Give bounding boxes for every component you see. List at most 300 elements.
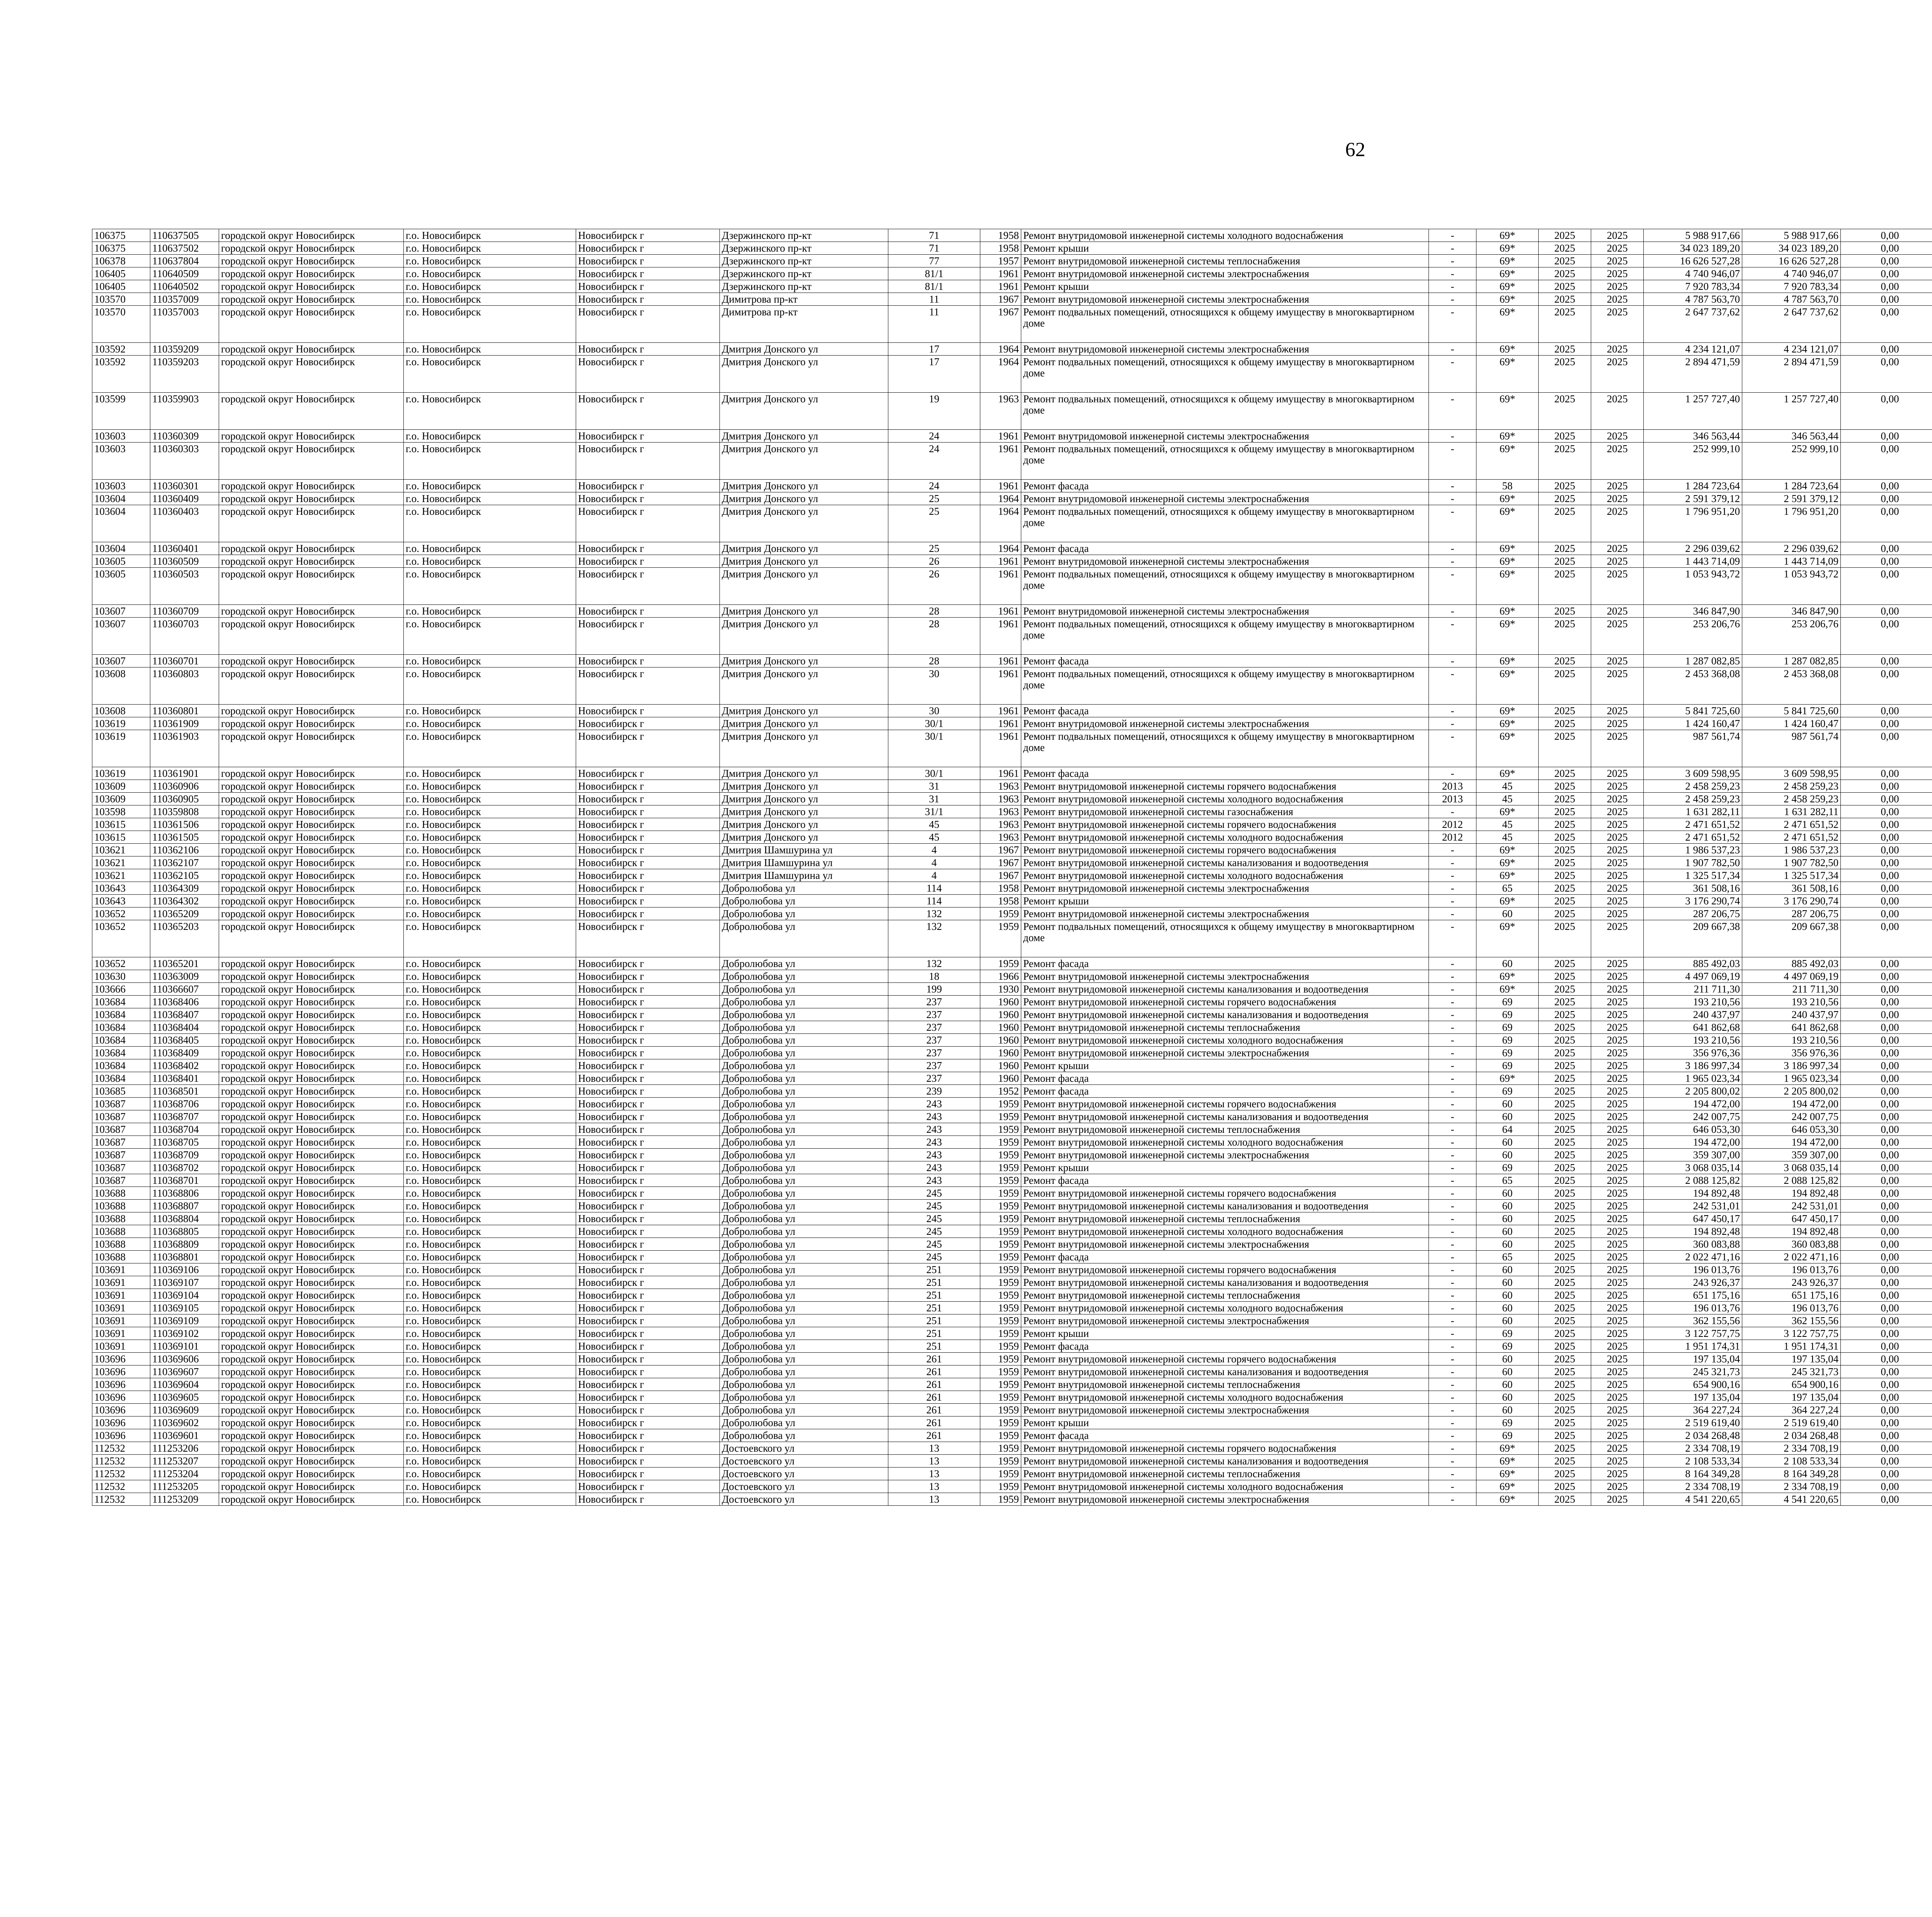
cell-plan-year-end: 2025 [1591,983,1644,996]
cell-house-number: 237 [888,996,980,1008]
cell-work-code: 110357009 [150,293,219,306]
cell-street: Дмитрия Донского ул [720,705,888,717]
table-row [92,267,1932,280]
cell-district: городской округ Новосибирск [219,1442,404,1455]
cell-build-year: 1959 [980,907,1021,920]
cell-city: Новосибирск г [576,492,720,505]
cell-house-number: 251 [888,1276,980,1289]
cell-fund-cost: 252 999,10 [1742,443,1841,480]
cell-work-type: Ремонт внутридомовой инженерной системы электроснабжения [1021,1047,1429,1059]
cell-house-number: 13 [888,1493,980,1506]
cell-build-year: 1960 [980,1021,1021,1034]
table-row [92,1008,1932,1021]
cell-work-code: 110369606 [150,1353,219,1365]
cell-municipality: г.о. Новосибирск [404,907,576,920]
cell-district: городской округ Новосибирск [219,605,404,618]
cell-total-cost: 1 951 174,31 [1644,1340,1742,1353]
cell-budget-regional: 0,00 [1841,1123,1932,1136]
cell-fund-cost: 360 083,88 [1742,1238,1841,1251]
cell-district: городской округ Новосибирск [219,1174,404,1187]
cell-house-number: 261 [888,1416,980,1429]
cell-street: Добролюбова ул [720,1378,888,1391]
cell-municipality: г.о. Новосибирск [404,818,576,831]
cell-wear-percent: 69* [1476,1480,1539,1493]
cell-total-cost: 1 631 282,11 [1644,805,1742,818]
cell-house-number: 245 [888,1187,980,1200]
cell-plan-year-end: 2025 [1591,343,1644,356]
cell-municipality: г.о. Новосибирск [404,1365,576,1378]
cell-house-number: 251 [888,1314,980,1327]
cell-work-code: 110360309 [150,430,219,443]
cell-district: городской округ Новосибирск [219,717,404,730]
cell-street: Добролюбова ул [720,1314,888,1327]
cell-build-year: 1963 [980,831,1021,844]
cell-city: Новосибирск г [576,1251,720,1263]
cell-district: городской округ Новосибирск [219,1468,404,1480]
cell-plan-year-end: 2025 [1591,1098,1644,1110]
cell-municipality: г.о. Новосибирск [404,229,576,242]
cell-city: Новосибирск г [576,1391,720,1404]
cell-house-number: 24 [888,443,980,480]
cell-budget-regional: 0,00 [1841,1263,1932,1276]
cell-previous-repair-year: - [1429,267,1476,280]
cell-house-id: 103684 [92,1021,150,1034]
cell-previous-repair-year: - [1429,1263,1476,1276]
cell-work-type: Ремонт фасада [1021,767,1429,780]
cell-street: Достоевского ул [720,1442,888,1455]
cell-total-cost: 641 862,68 [1644,1021,1742,1034]
cell-work-type: Ремонт внутридомовой инженерной системы электроснабжения [1021,717,1429,730]
cell-plan-year-end: 2025 [1591,542,1644,555]
cell-build-year: 1958 [980,229,1021,242]
cell-work-code: 110640502 [150,280,219,293]
cell-previous-repair-year: - [1429,356,1476,393]
cell-fund-cost: 4 787 563,70 [1742,293,1841,306]
cell-build-year: 1959 [980,1174,1021,1187]
cell-previous-repair-year: - [1429,618,1476,655]
cell-plan-year-end: 2025 [1591,1429,1644,1442]
cell-plan-year-end: 2025 [1591,1263,1644,1276]
cell-wear-percent: 69* [1476,1072,1539,1085]
cell-previous-repair-year: - [1429,895,1476,907]
cell-district: городской округ Новосибирск [219,1238,404,1251]
cell-total-cost: 2 108 533,34 [1644,1455,1742,1468]
cell-fund-cost: 1 287 082,85 [1742,655,1841,667]
cell-plan-year-start: 2025 [1539,1302,1591,1314]
cell-work-type: Ремонт внутридомовой инженерной системы канализования и водоотведения [1021,1365,1429,1378]
cell-build-year: 1959 [980,1378,1021,1391]
cell-city: Новосибирск г [576,1174,720,1187]
cell-municipality: г.о. Новосибирск [404,780,576,793]
table-row [92,1110,1932,1123]
cell-street: Дмитрия Донского ул [720,618,888,655]
cell-plan-year-start: 2025 [1539,844,1591,856]
cell-budget-regional: 0,00 [1841,970,1932,983]
cell-work-code: 110360303 [150,443,219,480]
cell-work-type: Ремонт фасада [1021,542,1429,555]
cell-plan-year-start: 2025 [1539,267,1591,280]
cell-house-id: 103608 [92,667,150,705]
cell-house-id: 103615 [92,831,150,844]
cell-street: Добролюбова ул [720,1289,888,1302]
cell-city: Новосибирск г [576,793,720,805]
cell-previous-repair-year: - [1429,1378,1476,1391]
cell-city: Новосибирск г [576,1353,720,1365]
cell-fund-cost: 197 135,04 [1742,1391,1841,1404]
cell-plan-year-end: 2025 [1591,895,1644,907]
cell-street: Добролюбова ул [720,882,888,895]
cell-work-type: Ремонт внутридомовой инженерной системы горячего водоснабжения [1021,1263,1429,1276]
cell-city: Новосибирск г [576,805,720,818]
cell-work-type: Ремонт крыши [1021,1327,1429,1340]
cell-build-year: 1959 [980,1136,1021,1149]
cell-plan-year-start: 2025 [1539,1034,1591,1047]
cell-wear-percent: 64 [1476,1123,1539,1136]
cell-municipality: г.о. Новосибирск [404,1455,576,1468]
cell-plan-year-end: 2025 [1591,393,1644,430]
cell-build-year: 1967 [980,293,1021,306]
cell-work-type: Ремонт внутридомовой инженерной системы горячего водоснабжения [1021,1187,1429,1200]
cell-district: городской округ Новосибирск [219,1480,404,1493]
cell-work-code: 110369602 [150,1416,219,1429]
cell-total-cost: 5 841 725,60 [1644,705,1742,717]
cell-street: Добролюбова ул [720,1136,888,1149]
cell-city: Новосибирск г [576,1225,720,1238]
cell-fund-cost: 211 711,30 [1742,983,1841,996]
cell-wear-percent: 69 [1476,1034,1539,1047]
cell-wear-percent: 60 [1476,1404,1539,1416]
cell-district: городской округ Новосибирск [219,293,404,306]
cell-street: Дзержинского пр-кт [720,280,888,293]
cell-municipality: г.о. Новосибирск [404,655,576,667]
cell-plan-year-end: 2025 [1591,1123,1644,1136]
cell-total-cost: 197 135,04 [1644,1391,1742,1404]
cell-budget-regional: 0,00 [1841,844,1932,856]
cell-work-type: Ремонт крыши [1021,1161,1429,1174]
cell-work-code: 110368401 [150,1072,219,1085]
cell-house-id: 112532 [92,1468,150,1480]
cell-plan-year-end: 2025 [1591,1225,1644,1238]
cell-build-year: 1959 [980,1212,1021,1225]
cell-house-id: 103619 [92,717,150,730]
cell-city: Новосибирск г [576,983,720,996]
cell-house-id: 103621 [92,856,150,869]
cell-plan-year-end: 2025 [1591,1008,1644,1021]
cell-work-type: Ремонт внутридомовой инженерной системы электроснабжения [1021,1149,1429,1161]
cell-plan-year-start: 2025 [1539,1455,1591,1468]
cell-previous-repair-year: - [1429,1034,1476,1047]
cell-district: городской округ Новосибирск [219,1161,404,1174]
cell-build-year: 1959 [980,1327,1021,1340]
cell-total-cost: 2 458 259,23 [1644,793,1742,805]
cell-total-cost: 197 135,04 [1644,1353,1742,1365]
cell-work-code: 110365203 [150,920,219,957]
cell-total-cost: 245 321,73 [1644,1365,1742,1378]
cell-street: Дмитрия Донского ул [720,492,888,505]
cell-city: Новосибирск г [576,1493,720,1506]
cell-work-type: Ремонт фасада [1021,655,1429,667]
cell-house-number: 30/1 [888,717,980,730]
cell-fund-cost: 1 796 951,20 [1742,505,1841,542]
cell-work-code: 110369609 [150,1404,219,1416]
cell-plan-year-start: 2025 [1539,480,1591,492]
cell-fund-cost: 242 007,75 [1742,1110,1841,1123]
cell-wear-percent: 45 [1476,793,1539,805]
cell-build-year: 1959 [980,1442,1021,1455]
cell-budget-regional: 0,00 [1841,293,1932,306]
cell-budget-regional: 0,00 [1841,667,1932,705]
cell-work-code: 110366607 [150,983,219,996]
cell-work-type: Ремонт внутридомовой инженерной системы газоснабжения [1021,805,1429,818]
cell-municipality: г.о. Новосибирск [404,1200,576,1212]
cell-district: городской округ Новосибирск [219,1212,404,1225]
cell-total-cost: 654 900,16 [1644,1378,1742,1391]
cell-plan-year-end: 2025 [1591,856,1644,869]
cell-work-type: Ремонт фасада [1021,705,1429,717]
cell-district: городской округ Новосибирск [219,1059,404,1072]
cell-house-id: 103643 [92,882,150,895]
cell-budget-regional: 0,00 [1841,555,1932,568]
cell-municipality: г.о. Новосибирск [404,1251,576,1263]
cell-budget-regional: 0,00 [1841,1187,1932,1200]
cell-house-id: 103592 [92,356,150,393]
cell-work-code: 110360509 [150,555,219,568]
cell-municipality: г.о. Новосибирск [404,1187,576,1200]
cell-work-code: 111253206 [150,1442,219,1455]
cell-city: Новосибирск г [576,1480,720,1493]
cell-build-year: 1958 [980,882,1021,895]
cell-house-number: 251 [888,1327,980,1340]
cell-city: Новосибирск г [576,430,720,443]
cell-city: Новосибирск г [576,1034,720,1047]
cell-district: городской округ Новосибирск [219,1493,404,1506]
cell-district: городской округ Новосибирск [219,1404,404,1416]
cell-previous-repair-year: - [1429,1340,1476,1353]
cell-fund-cost: 1 631 282,11 [1742,805,1841,818]
cell-build-year: 1960 [980,1034,1021,1047]
table-row [92,1493,1932,1506]
cell-work-code: 110360503 [150,568,219,605]
cell-budget-regional: 0,00 [1841,1174,1932,1187]
cell-work-type: Ремонт внутридомовой инженерной системы холодного водоснабжения [1021,869,1429,882]
cell-fund-cost: 647 450,17 [1742,1212,1841,1225]
cell-work-code: 110360803 [150,667,219,705]
cell-plan-year-start: 2025 [1539,1047,1591,1059]
cell-district: городской округ Новосибирск [219,1263,404,1276]
cell-work-code: 111253205 [150,1480,219,1493]
cell-house-number: 261 [888,1429,980,1442]
cell-budget-regional: 0,00 [1841,430,1932,443]
cell-street: Добролюбова ул [720,1072,888,1085]
cell-house-id: 106405 [92,280,150,293]
cell-house-id: 106378 [92,255,150,267]
cell-budget-regional: 0,00 [1841,1238,1932,1251]
cell-total-cost: 4 541 220,65 [1644,1493,1742,1506]
cell-municipality: г.о. Новосибирск [404,542,576,555]
table-row [92,306,1932,343]
cell-work-code: 110360709 [150,605,219,618]
cell-budget-regional: 0,00 [1841,1429,1932,1442]
cell-plan-year-end: 2025 [1591,1200,1644,1212]
cell-house-number: 17 [888,343,980,356]
cell-city: Новосибирск г [576,882,720,895]
cell-street: Добролюбова ул [720,1174,888,1187]
cell-house-number: 237 [888,1072,980,1085]
cell-house-number: 25 [888,505,980,542]
cell-total-cost: 2 471 651,52 [1644,831,1742,844]
cell-budget-regional: 0,00 [1841,1072,1932,1085]
cell-previous-repair-year: 2012 [1429,831,1476,844]
cell-build-year: 1959 [980,1149,1021,1161]
cell-house-number: 199 [888,983,980,996]
cell-plan-year-end: 2025 [1591,882,1644,895]
cell-street: Дмитрия Донского ул [720,767,888,780]
cell-house-number: 243 [888,1161,980,1174]
cell-fund-cost: 3 609 598,95 [1742,767,1841,780]
cell-build-year: 1961 [980,655,1021,667]
cell-district: городской округ Новосибирск [219,1353,404,1365]
cell-work-type: Ремонт фасада [1021,1251,1429,1263]
cell-municipality: г.о. Новосибирск [404,983,576,996]
cell-district: городской округ Новосибирск [219,705,404,717]
cell-plan-year-start: 2025 [1539,343,1591,356]
cell-municipality: г.о. Новосибирск [404,1353,576,1365]
table-row [92,1416,1932,1429]
table-row [92,1429,1932,1442]
cell-street: Добролюбова ул [720,1187,888,1200]
cell-wear-percent: 45 [1476,818,1539,831]
cell-build-year: 1959 [980,1416,1021,1429]
cell-wear-percent: 60 [1476,1200,1539,1212]
cell-previous-repair-year: - [1429,1110,1476,1123]
cell-house-id: 103598 [92,805,150,818]
table-row [92,430,1932,443]
cell-plan-year-end: 2025 [1591,1059,1644,1072]
cell-wear-percent: 69* [1476,393,1539,430]
cell-municipality: г.о. Новосибирск [404,767,576,780]
cell-house-id: 103691 [92,1302,150,1314]
cell-plan-year-start: 2025 [1539,1225,1591,1238]
cell-street: Добролюбова ул [720,1123,888,1136]
cell-total-cost: 1 796 951,20 [1644,505,1742,542]
cell-plan-year-start: 2025 [1539,1021,1591,1034]
cell-total-cost: 1 424 160,47 [1644,717,1742,730]
cell-house-number: 24 [888,430,980,443]
cell-municipality: г.о. Новосибирск [404,1468,576,1480]
cell-district: городской округ Новосибирск [219,443,404,480]
cell-work-code: 110369105 [150,1302,219,1314]
cell-previous-repair-year: 2013 [1429,780,1476,793]
cell-house-id: 103691 [92,1314,150,1327]
cell-street: Дмитрия Донского ул [720,605,888,618]
cell-budget-regional: 0,00 [1841,443,1932,480]
table-row [92,555,1932,568]
cell-street: Добролюбова ул [720,1110,888,1123]
table-row [92,1442,1932,1455]
cell-street: Дмитрия Донского ул [720,730,888,767]
cell-fund-cost: 2 471 651,52 [1742,831,1841,844]
cell-plan-year-end: 2025 [1591,618,1644,655]
cell-house-id: 103687 [92,1123,150,1136]
cell-municipality: г.о. Новосибирск [404,242,576,255]
cell-plan-year-end: 2025 [1591,1072,1644,1085]
cell-total-cost: 193 210,56 [1644,1034,1742,1047]
cell-work-code: 110360906 [150,780,219,793]
cell-wear-percent: 60 [1476,1187,1539,1200]
cell-plan-year-start: 2025 [1539,1468,1591,1480]
table-row [92,1455,1932,1468]
cell-work-type: Ремонт внутридомовой инженерной системы электроснабжения [1021,970,1429,983]
cell-build-year: 1961 [980,618,1021,655]
cell-total-cost: 1 287 082,85 [1644,655,1742,667]
cell-work-type: Ремонт внутридомовой инженерной системы теплоснабжения [1021,1468,1429,1480]
cell-city: Новосибирск г [576,267,720,280]
cell-fund-cost: 193 210,56 [1742,996,1841,1008]
cell-previous-repair-year: - [1429,970,1476,983]
cell-work-type: Ремонт внутридомовой инженерной системы холодного водоснабжения [1021,1034,1429,1047]
cell-house-id: 103605 [92,555,150,568]
cell-city: Новосибирск г [576,1340,720,1353]
cell-fund-cost: 641 862,68 [1742,1021,1841,1034]
cell-work-code: 110369101 [150,1340,219,1353]
cell-total-cost: 3 186 997,34 [1644,1059,1742,1072]
cell-plan-year-start: 2025 [1539,1072,1591,1085]
cell-house-id: 103603 [92,480,150,492]
cell-total-cost: 194 892,48 [1644,1187,1742,1200]
cell-municipality: г.о. Новосибирск [404,280,576,293]
cell-budget-regional: 0,00 [1841,1021,1932,1034]
cell-house-number: 13 [888,1480,980,1493]
cell-house-number: 261 [888,1391,980,1404]
cell-municipality: г.о. Новосибирск [404,957,576,970]
cell-wear-percent: 65 [1476,1251,1539,1263]
cell-fund-cost: 2 591 379,12 [1742,492,1841,505]
cell-fund-cost: 1 284 723,64 [1742,480,1841,492]
cell-previous-repair-year: - [1429,1276,1476,1289]
cell-plan-year-end: 2025 [1591,1378,1644,1391]
cell-street: Добролюбова ул [720,1340,888,1353]
cell-house-number: 30/1 [888,730,980,767]
cell-wear-percent: 69* [1476,306,1539,343]
cell-previous-repair-year: - [1429,255,1476,267]
cell-municipality: г.о. Новосибирск [404,1442,576,1455]
cell-city: Новосибирск г [576,1327,720,1340]
cell-previous-repair-year: - [1429,480,1476,492]
table-row [92,1200,1932,1212]
cell-work-type: Ремонт внутридомовой инженерной системы теплоснабжения [1021,1289,1429,1302]
cell-plan-year-end: 2025 [1591,1365,1644,1378]
cell-work-type: Ремонт внутридомовой инженерной системы теплоснабжения [1021,1123,1429,1136]
cell-total-cost: 8 164 349,28 [1644,1468,1742,1480]
cell-work-type: Ремонт внутридомовой инженерной системы электроснабжения [1021,343,1429,356]
cell-municipality: г.о. Новосибирск [404,1161,576,1174]
table-row [92,1072,1932,1085]
cell-previous-repair-year: - [1429,343,1476,356]
cell-city: Новосибирск г [576,1161,720,1174]
cell-plan-year-start: 2025 [1539,1353,1591,1365]
cell-district: городской округ Новосибирск [219,492,404,505]
cell-work-code: 110360905 [150,793,219,805]
cell-house-id: 106375 [92,229,150,242]
cell-house-number: 243 [888,1098,980,1110]
cell-build-year: 1959 [980,1302,1021,1314]
cell-build-year: 1959 [980,920,1021,957]
cell-total-cost: 2 519 619,40 [1644,1416,1742,1429]
cell-wear-percent: 60 [1476,1212,1539,1225]
cell-budget-regional: 0,00 [1841,480,1932,492]
cell-district: городской округ Новосибирск [219,1340,404,1353]
cell-wear-percent: 69* [1476,1493,1539,1506]
